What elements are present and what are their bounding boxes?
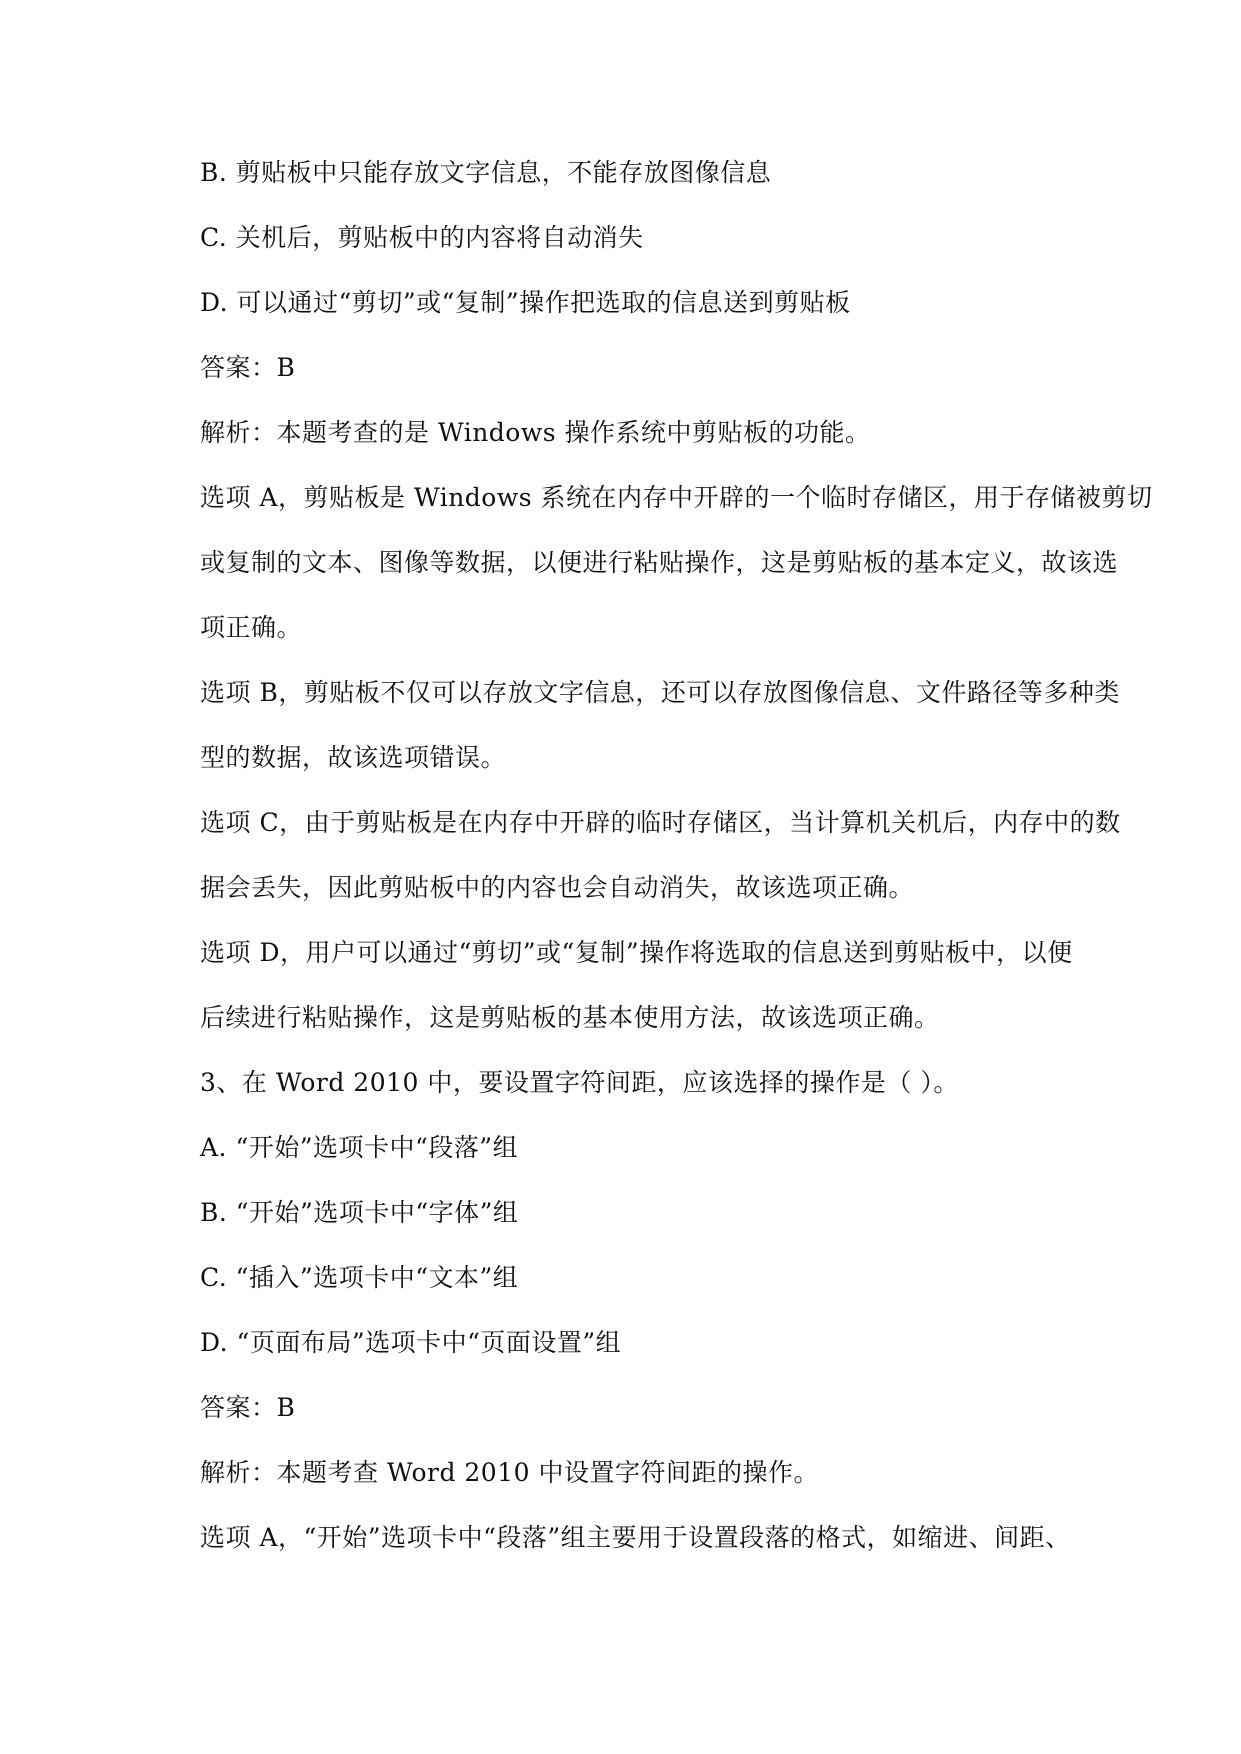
document-body	[200, 140, 1153, 1570]
analysis-option-d-q2-line2: 后续进行粘贴操作，这是剪贴板的基本使用方法，故该选项正确。	[200, 1003, 940, 1032]
analysis-option-a-q2-line1: 选项 A，剪贴板是 Windows 系统在内存中开辟的一个临时存储区，用于存储被剪切	[200, 483, 1153, 512]
analysis-option-a-q2-line3: 项正确。	[200, 613, 303, 642]
analysis-option-b-q2-line2: 型的数据，故该选项错误。	[200, 743, 507, 772]
option-a-q3: A. “开始”选项卡中“段落”组	[200, 1133, 519, 1162]
analysis-option-a-q2-line2: 或复制的文本、图像等数据，以便进行粘贴操作，这是剪贴板的基本定义，故该选	[200, 548, 1119, 577]
analysis-option-c-q2-line1: 选项 C，由于剪贴板是在内存中开辟的临时存储区，当计算机关机后，内存中的数	[200, 808, 1121, 837]
option-b-q3: B. “开始”选项卡中“字体”组	[200, 1198, 519, 1227]
analysis-option-c-q2-line2: 据会丢失，因此剪贴板中的内容也会自动消失，故该选项正确。	[200, 873, 915, 902]
option-d-q2: D. 可以通过“剪切”或“复制”操作把选取的信息送到剪贴板	[200, 288, 851, 317]
answer-q2: 答案：B	[200, 353, 296, 382]
question-3: 3、在 Word 2010 中，要设置字符间距，应该选择的操作是（ ）。	[200, 1068, 959, 1097]
option-b-q2: B. 剪贴板中只能存放文字信息，不能存放图像信息	[200, 158, 772, 187]
answer-q3: 答案：B	[200, 1393, 296, 1422]
analysis-option-b-q2-line1: 选项 B，剪贴板不仅可以存放文字信息，还可以存放图像信息、文件路径等多种类	[200, 678, 1120, 707]
analysis-option-d-q2-line1: 选项 D，用户可以通过“剪切”或“复制”操作将选取的信息送到剪贴板中，以便	[200, 938, 1073, 967]
option-c-q3: C. “插入”选项卡中“文本”组	[200, 1263, 519, 1292]
option-d-q3: D. “页面布局”选项卡中“页面设置”组	[200, 1328, 622, 1357]
analysis-option-a-q3-line1: 选项 A，“开始”选项卡中“段落”组主要用于设置段落的格式，如缩进、间距、	[200, 1523, 1071, 1552]
analysis-intro-q3: 解析：本题考查 Word 2010 中设置字符间距的操作。	[200, 1458, 819, 1487]
analysis-intro-q2: 解析：本题考查的是 Windows 操作系统中剪贴板的功能。	[200, 418, 871, 447]
option-c-q2: C. 关机后，剪贴板中的内容将自动消失	[200, 223, 644, 252]
